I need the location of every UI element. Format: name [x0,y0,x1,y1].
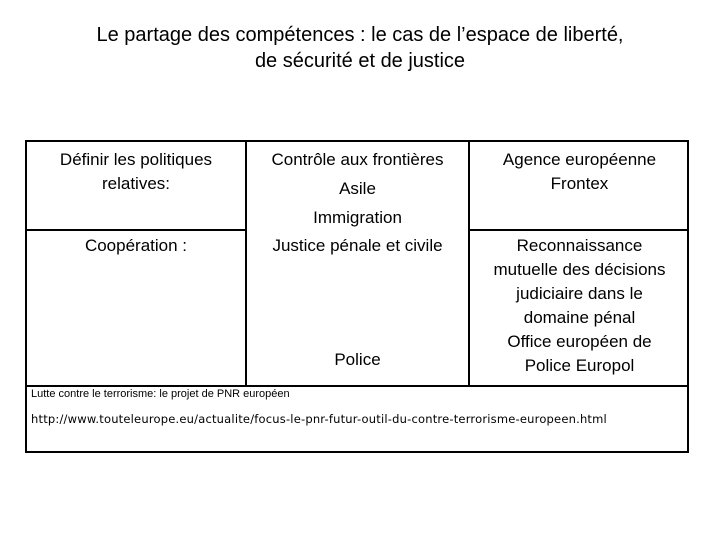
cell-line: Agence européenne [502,150,657,169]
footer-note: Lutte contre le terrorisme: le projet de PNR européen [31,388,290,400]
cell-police [247,348,468,372]
cell-frontex [470,148,689,196]
cell-line: Reconnaissance [516,236,643,255]
cell-line: Frontex [550,174,609,193]
cell-cooperation [27,234,245,258]
cell-controle-frontieres [247,145,468,232]
cell-line: Définir les politiques [59,150,213,169]
cell-line: domaine pénal [523,308,636,327]
cell-line: relatives: [101,174,171,193]
title-line-1: Le partage des compétences : le cas de l’espace de liberté, [96,24,624,46]
cell-line: Police Europol [524,356,635,375]
cell-line: judiciaire dans le [516,284,643,303]
table-divider-row-left [27,229,245,231]
cell-line: Immigration [313,208,402,227]
cell-line: Justice pénale et civile [272,236,443,255]
cell-line: Police [334,350,381,369]
source-link[interactable]: http://www.touteleurope.eu/actualite/focus-le-pnr-futur-outil-du-contre-terrorisme-europeen.html [31,412,607,426]
title-line-2: de sécurité et de justice [254,50,466,72]
cell-line: Asile [339,179,376,198]
cell-definir-politiques [27,148,245,196]
cell-line: Contrôle aux frontières [271,150,444,169]
cell-line: Office européen de [507,332,652,351]
page-title [20,22,700,74]
cell-justice [247,234,468,258]
cell-line: Coopération : [84,236,188,255]
cell-reconnaissance-europol [470,234,689,378]
table-divider-row-right [468,229,689,231]
competences-table [25,140,689,453]
cell-line: mutuelle des décisions [493,260,666,279]
